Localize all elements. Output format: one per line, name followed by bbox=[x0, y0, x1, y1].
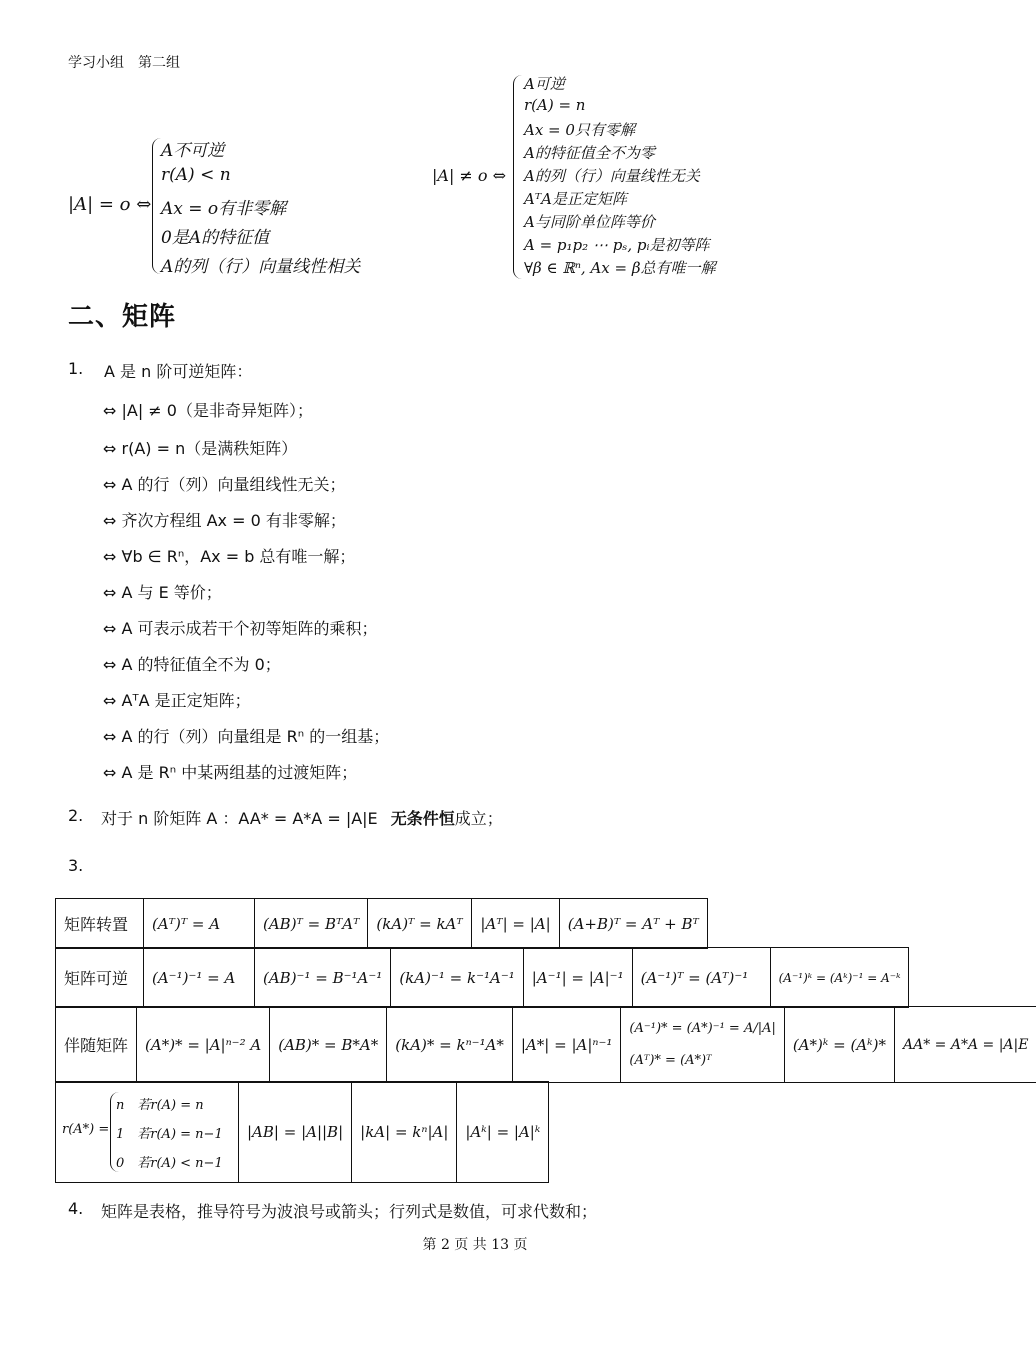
equivalence-line: ⇔ A 的行（列）向量组是 Rⁿ 的一组基； bbox=[103, 727, 390, 746]
matrix-adjugate-row bbox=[55, 1006, 1036, 1083]
equivalence-line: ⇔ A 与 E 等价； bbox=[103, 583, 222, 602]
rank-case: n 若r(A) = n bbox=[116, 1098, 204, 1113]
table-row bbox=[56, 1082, 549, 1183]
item-number: 3. bbox=[68, 856, 84, 875]
table-row bbox=[56, 1007, 1036, 1083]
rank-case: 0 若r(A) < n−1 bbox=[116, 1156, 223, 1171]
nonsingular-line: A与同阶单位阵等价 bbox=[524, 213, 655, 231]
item-number: 4. bbox=[68, 1199, 84, 1218]
nonsingular-line: A的特征值全不为零 bbox=[524, 144, 655, 162]
table-cell: (AB)⁻¹ = B⁻¹A⁻¹ bbox=[255, 948, 391, 1008]
equivalence-line: ⇔ |A| ≠ 0（是非奇异矩阵）； bbox=[103, 401, 313, 420]
row-label: 矩阵转置 bbox=[56, 899, 144, 949]
table-cell: |Aᵏ| = |A|ᵏ bbox=[457, 1082, 549, 1183]
nonsingular-lhs: |A| ≠ o ⇔ bbox=[432, 166, 507, 185]
stacked-formula: (A⁻¹)* = (A*)⁻¹ = A/|A| bbox=[629, 1020, 776, 1036]
table-cell: (A*)* = |A|ⁿ⁻² A bbox=[137, 1007, 270, 1083]
table-cell: (AB)* = B*A* bbox=[270, 1007, 387, 1083]
nonsingular-line: AᵀA是正定矩阵 bbox=[524, 190, 627, 208]
table-cell: (A+B)ᵀ = Aᵀ + Bᵀ bbox=[559, 899, 707, 949]
table-cell: (A⁻¹)⁻¹ = A bbox=[144, 948, 255, 1008]
nonsingular-line: ∀β ∈ ℝⁿ, Ax = β总有唯一解 bbox=[524, 259, 716, 277]
table-cell: AA* = A*A = |A|E bbox=[895, 1007, 1036, 1083]
equivalence-line: ⇔ A 是 Rⁿ 中某两组基的过渡矩阵； bbox=[103, 763, 358, 782]
item-number: 1. bbox=[68, 359, 84, 378]
table-cell: (Aᵀ)ᵀ = A bbox=[144, 899, 255, 949]
table-cell bbox=[621, 1007, 784, 1083]
singular-line: A的列（行）向量线性相关 bbox=[161, 257, 361, 277]
matrix-inverse-row bbox=[55, 947, 909, 1008]
rank-lhs: r(A*) = bbox=[62, 1122, 110, 1137]
equivalence-line: ⇔ A 的特征值全不为 0； bbox=[103, 655, 281, 674]
page-footer: 第 2 页 共 13 页 bbox=[422, 1237, 528, 1253]
item-text: A 是 n 阶可逆矩阵： bbox=[104, 362, 253, 381]
page-header: 学习小组 第二组 bbox=[68, 55, 180, 71]
equivalence-line: ⇔ A 可表示成若干个初等矩阵的乘积； bbox=[103, 619, 378, 638]
emphasis-text: 无条件恒 bbox=[390, 809, 455, 828]
table-cell: |A*| = |A|ⁿ⁻¹ bbox=[512, 1007, 621, 1083]
item-number: 2. bbox=[68, 806, 84, 825]
item-text: 矩阵是表格，推导符号为波浪号或箭头；行列式是数值，可求代数和； bbox=[101, 1202, 598, 1221]
table-cell: (AB)ᵀ = BᵀAᵀ bbox=[255, 899, 368, 949]
table-cell: |A⁻¹| = |A|⁻¹ bbox=[523, 948, 632, 1008]
table-cell: (A⁻¹)ᵀ = (Aᵀ)⁻¹ bbox=[632, 948, 770, 1008]
singular-conditions bbox=[161, 136, 421, 281]
table-cell: (A*)ᵏ = (Aᵏ)* bbox=[784, 1007, 894, 1083]
equivalence-line: ⇔ A 的行（列）向量组线性无关； bbox=[103, 475, 346, 494]
suffix-text: 成立； bbox=[454, 809, 503, 828]
table-cell: (kA)⁻¹ = k⁻¹A⁻¹ bbox=[391, 948, 523, 1008]
row-label: 矩阵可逆 bbox=[56, 948, 144, 1008]
table-row bbox=[56, 948, 909, 1008]
singular-lhs: |A| = o ⇔ bbox=[68, 194, 152, 215]
nonsingular-line: r(A) = n bbox=[524, 96, 586, 114]
rank-cases bbox=[116, 1091, 223, 1178]
item-text bbox=[101, 806, 503, 829]
equivalence-line: ⇔ 齐次方程组 Ax = 0 有非零解； bbox=[103, 511, 346, 530]
nonsingular-brace bbox=[513, 75, 524, 279]
singular-line: r(A) < n bbox=[161, 165, 231, 185]
adjugate-identity: 对于 n 阶矩阵 A ：AA* = A*A = |A|E bbox=[101, 809, 378, 828]
nonsingular-conditions bbox=[524, 73, 804, 283]
table-cell: (kA)ᵀ = kAᵀ bbox=[368, 899, 472, 949]
table-cell: (kA)* = kⁿ⁻¹A* bbox=[387, 1007, 513, 1083]
singular-line: 0是A的特征值 bbox=[161, 228, 270, 248]
singular-line: Ax = o有非零解 bbox=[161, 199, 287, 219]
rank-case: 1 若r(A) = n−1 bbox=[116, 1127, 223, 1142]
section-title: 二、矩阵 bbox=[68, 302, 177, 332]
equivalence-line: ⇔ ∀b ∈ Rⁿ，Ax = b 总有唯一解； bbox=[103, 547, 356, 566]
row-label: 伴随矩阵 bbox=[56, 1007, 137, 1083]
table-row bbox=[56, 899, 708, 949]
nonsingular-line: Ax = 0只有零解 bbox=[524, 121, 635, 139]
equivalence-line: ⇔ r(A) = n（是满秩矩阵） bbox=[103, 439, 298, 458]
singular-line: A不可逆 bbox=[161, 141, 225, 161]
table-cell: |kA| = kⁿ|A| bbox=[352, 1082, 457, 1183]
rank-cell bbox=[56, 1082, 239, 1183]
stacked-formula: (Aᵀ)* = (A*)ᵀ bbox=[629, 1052, 712, 1068]
nonsingular-line: A = p₁p₂ ⋯ pₛ, pᵢ是初等阵 bbox=[524, 236, 710, 254]
matrix-properties-table bbox=[55, 898, 708, 949]
table-cell: |AB| = |A||B| bbox=[239, 1082, 352, 1183]
matrix-rank-row bbox=[55, 1081, 549, 1183]
table-cell: (A⁻¹)ᵏ = (Aᵏ)⁻¹ = A⁻ᵏ bbox=[770, 948, 909, 1008]
nonsingular-line: A的列（行）向量线性无关 bbox=[524, 167, 700, 185]
equivalence-line: ⇔ AᵀA 是正定矩阵； bbox=[103, 691, 251, 710]
nonsingular-line: A可逆 bbox=[524, 75, 565, 93]
table-cell: |Aᵀ| = |A| bbox=[472, 899, 559, 949]
